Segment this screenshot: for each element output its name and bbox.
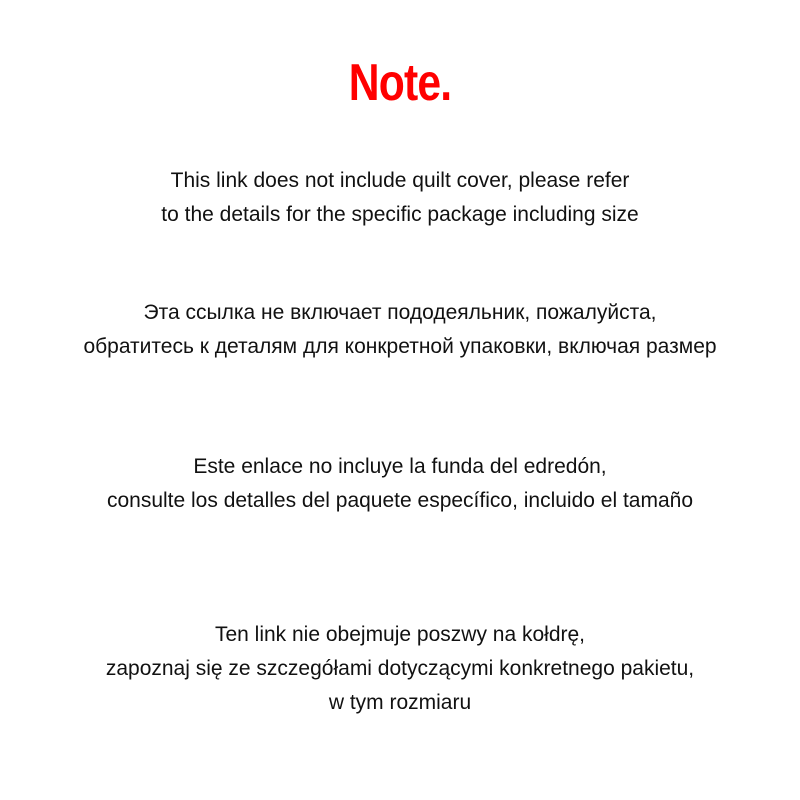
note-polish-line-1: Ten link nie obejmuje poszwy na kołdrę, [214,623,586,646]
note-russian-line-2: обратитесь к деталям для конкретной упаковки, включая размер [83,335,717,358]
note-spanish-line-1: Este enlace no incluye la funda del edredón, [193,455,607,478]
note-spanish-line-2: consulte los detalles del paquete específico, incluido el tamaño [106,489,694,512]
notice-title: Note. [348,54,452,112]
note-polish-line-2: zapoznaj się ze szczegółami dotyczącymi konkretnego pakietu, [105,657,695,680]
note-english [0,164,800,232]
note-russian [0,296,800,364]
note-polish [0,618,800,720]
note-english-line-2: to the details for the specific package including size [161,203,639,226]
note-english-line-1: This link does not include quilt cover, please refer [170,169,630,192]
note-polish-line-3: w tym rozmiaru [328,691,472,714]
note-russian-line-1: Эта ссылка не включает пододеяльник, пожалуйста, [143,301,657,324]
note-spanish [0,450,800,518]
